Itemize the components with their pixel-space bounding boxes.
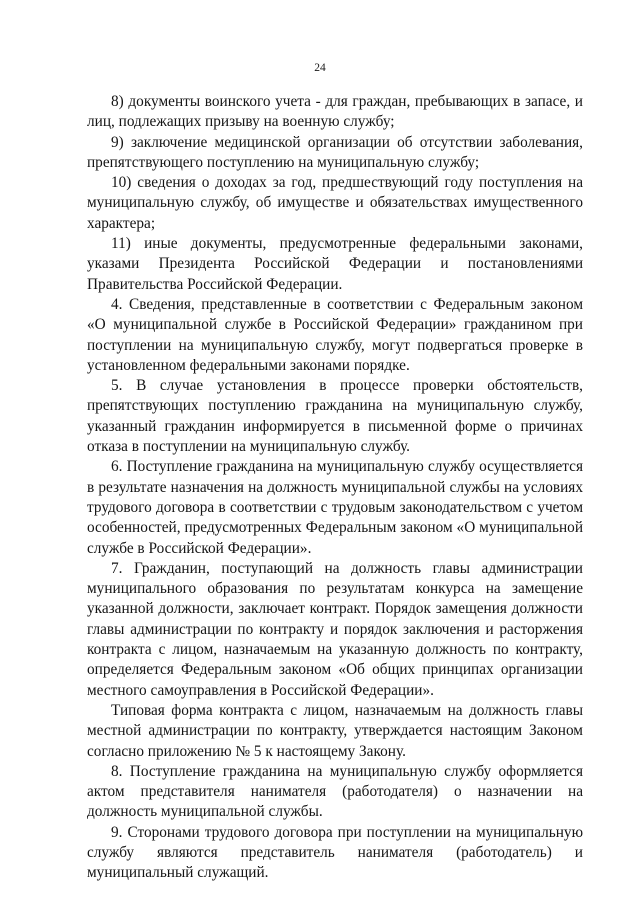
paragraph-section-9: 9. Сторонами трудового договора при поступлении на муниципальную службу являются представитель нанимателя (работодатель) и муниципальный служащий.: [87, 823, 583, 882]
paragraph-section-6: 6. Поступление гражданина на муниципальную службу осуществляется в результате назначения на должность муниципальной службы на условиях трудового договора в соответствии с трудовым законодательством с учетом особенностей, предусмотренных Федеральным законом «О муниципальной службе в Российской Федерации».: [87, 458, 583, 557]
paragraph-section-5: 5. В случае установления в процессе проверки обстоятельств, препятствующих поступлению гражданина на муниципальную службу, указанный гражданин информируется в письменной форме о причинах отказа в поступлении на муниципальную службу.: [87, 377, 583, 456]
paragraph-section-7: 7. Гражданин, поступающий на должность главы администрации муниципального образования по результатам конкурса на замещение указанной должности, заключает контракт. Порядок замещения должности главы администрации по контракту и порядок заключения и расторжения контракта с лицом, назначаемым на указанную должность по контракту, определяется Федеральным законом «Об общих принципах организации местного самоуправления в Российской Федерации».: [87, 559, 583, 699]
paragraph-item-10: 10) сведения о доходах за год, предшествующий году поступления на муниципальную службу, об имуществе и обязательствах имущественного характера;: [87, 174, 583, 232]
paragraph-item-11: 11) иные документы, предусмотренные федеральными законами, указами Президента Российской Федерации и постановлениями Правительства Российской Федерации.: [87, 235, 583, 293]
paragraph-section-7-continued: Типовая форма контракта с лицом, назначаемым на должность главы местной администрации по контракту, утверждается настоящим Законом согласно приложению № 5 к настоящему Закону.: [87, 701, 583, 760]
paragraph-section-4: 4. Сведения, представленные в соответствии с Федеральным законом «О муниципальной службе в Российской Федерации» гражданином при поступлении на муниципальную службу, могут подвергаться проверке в установленном федеральными законами порядке.: [87, 295, 583, 374]
paragraph-item-8: 8) документы воинского учета - для граждан, пребывающих в запасе, и лиц, подлежащих призыву на военную службу;: [87, 93, 583, 131]
document-body: [87, 92, 583, 884]
paragraph-section-8: 8. Поступление гражданина на муниципальную службу оформляется актом представителя нанимателя (работодателя) о назначении на должность муниципальной службы.: [87, 762, 583, 821]
paragraph-item-9: 9) заключение медицинской организации об отсутствии заболевания, препятствующего поступлению на муниципальную службу;: [87, 133, 583, 171]
page-number: 24: [314, 62, 326, 74]
